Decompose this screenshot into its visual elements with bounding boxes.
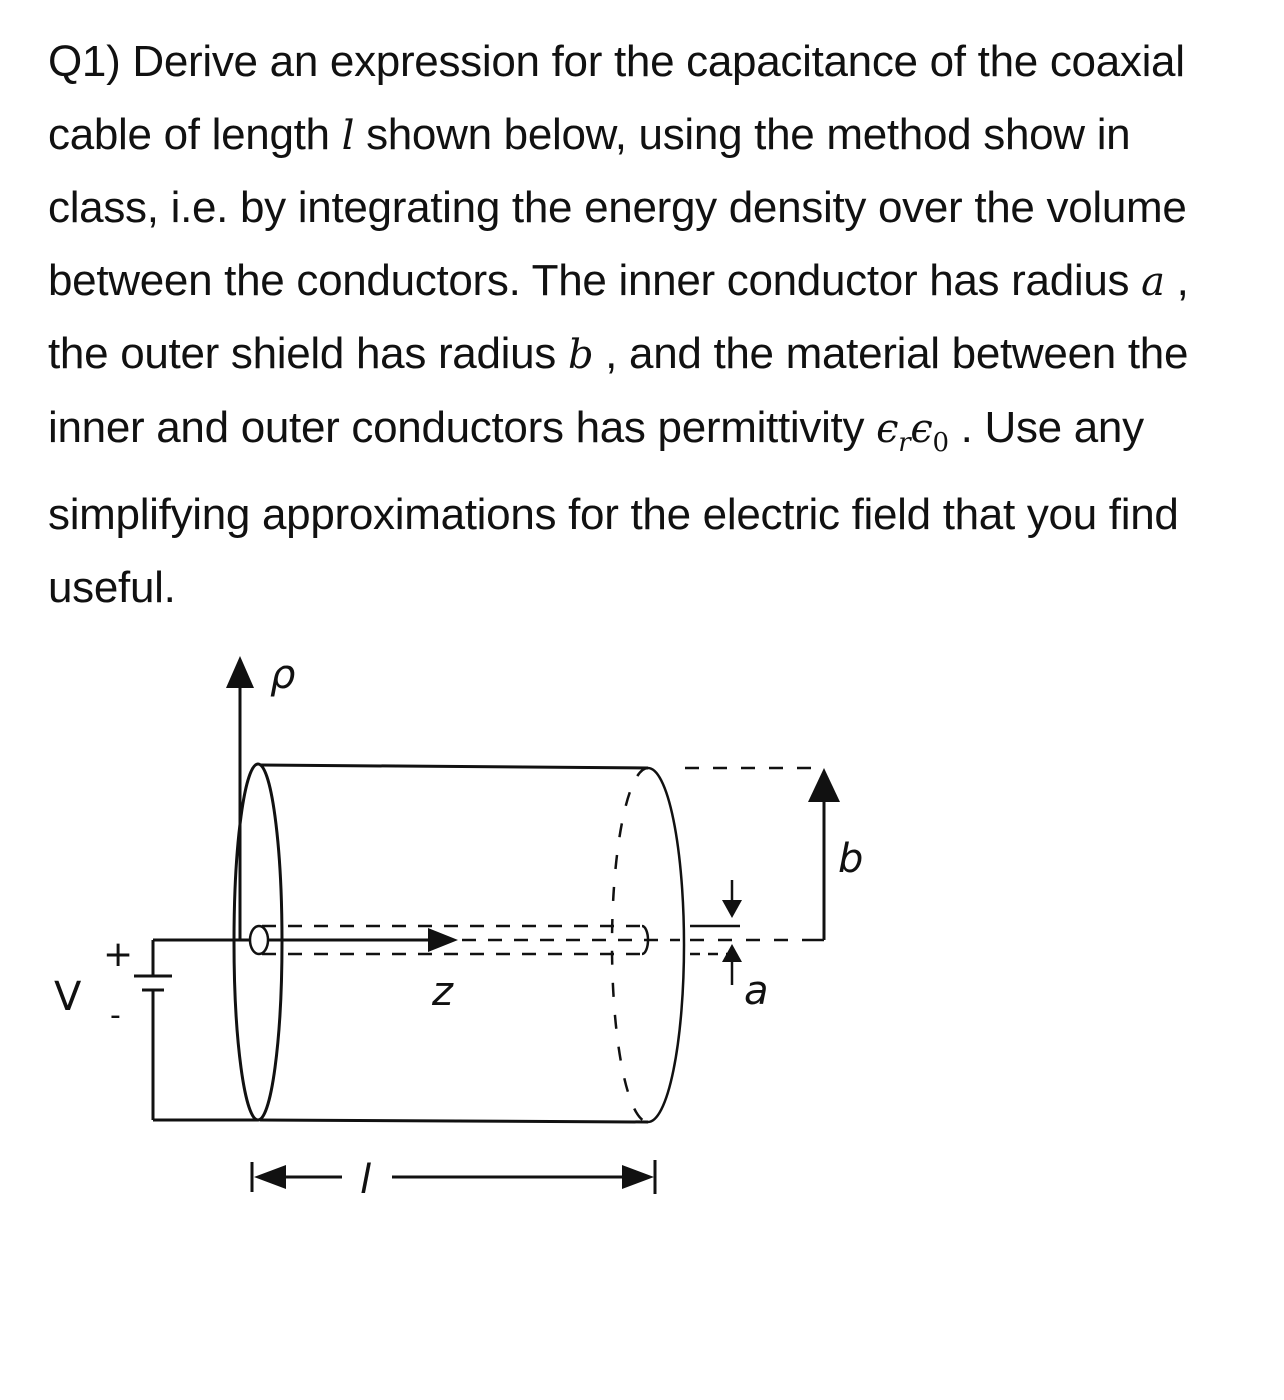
coaxial-cable-diagram: [0, 620, 1284, 1220]
question-part-4: , and the material between the inner and outer conductors has permittivity: [48, 329, 1189, 452]
question-part-1: Derive an expression for the capacitance of the coaxial cable of length: [48, 37, 1185, 159]
radius-a-bottom-arrowhead-icon: [722, 944, 742, 962]
z-axis: [268, 928, 680, 952]
question-label: Q1): [48, 37, 121, 86]
length-label: l: [360, 1157, 372, 1203]
outer-radius-variable: b: [567, 332, 594, 378]
epsilon-0-subscript: 0: [932, 427, 949, 458]
question-part-3: , the outer shield has radius: [48, 255, 1189, 378]
rho-axis-label: ρ: [270, 652, 296, 698]
question-text: [48, 26, 1248, 624]
length-left-arrowhead-icon: [254, 1165, 286, 1189]
inner-radius-variable: a: [1141, 258, 1165, 305]
z-axis-arrowhead-icon: [428, 928, 458, 952]
radius-b-dimension: [685, 768, 824, 940]
epsilon-0-symbol: ϵ: [910, 405, 933, 452]
radius-b-label: b: [838, 836, 864, 882]
voltage-label: V: [54, 974, 82, 1020]
voltage-source-circuit: [134, 940, 258, 1120]
question-part-2: shown below, using the method show in class, i.e. by integrating the energy density over the volume between the conductors. The inner conductor has radius: [48, 109, 1187, 305]
rho-axis-arrowhead-icon: [226, 656, 254, 688]
radius-a-top-arrowhead-icon: [722, 900, 742, 918]
length-dimension: [252, 1160, 655, 1194]
outer-shield: [234, 764, 684, 1122]
radius-a-dimension: [690, 880, 740, 985]
permittivity-expression: [876, 405, 949, 458]
negative-terminal-label: -: [110, 998, 121, 1033]
z-axis-label: z: [432, 969, 453, 1015]
rho-axis: [226, 656, 254, 940]
radius-a-label: a: [744, 968, 769, 1014]
radius-b-arrowhead-icon: [808, 768, 840, 802]
question-part-5: . Use any simplifying approximations for the electric field that you find useful.: [48, 402, 1179, 612]
epsilon-r-symbol: ϵ: [876, 405, 899, 452]
positive-terminal-label: +: [103, 934, 134, 975]
epsilon-r-subscript: r: [898, 427, 911, 458]
length-variable: l: [341, 112, 355, 159]
length-right-arrowhead-icon: [622, 1165, 654, 1189]
